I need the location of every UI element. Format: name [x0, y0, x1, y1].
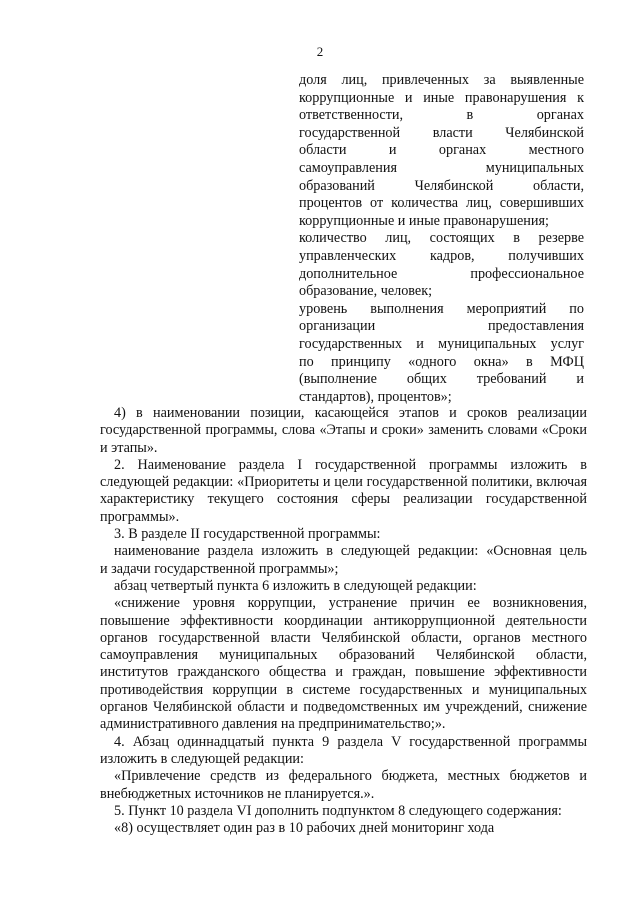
document-body	[100, 405, 587, 837]
paragraph-line: 4. Абзац одиннадцатый пункта 9 раздела V государственной программы	[114, 733, 587, 750]
indicator-line: коррупционные и иные правонарушения;	[299, 212, 549, 229]
paragraph-line: государственной программы, слова «Этапы и сроки» заменить словами «Сроки	[100, 422, 587, 439]
paragraph	[100, 820, 587, 837]
paragraph-line: «8) осуществляет один раз в 10 рабочих дней мониторинг хода	[114, 820, 495, 837]
paragraph-line: 5. Пункт 10 раздела VI дополнить подпунктом 8 следующего содержания:	[114, 802, 562, 819]
paragraph-line: 2. Наименование раздела I государственной программы изложить в	[114, 456, 587, 473]
paragraph-line: следующей редакции: «Приоритеты и цели государственной политики, включая	[100, 474, 587, 491]
paragraph-line: характеристику текущего состояния сферы реализации государственной	[100, 491, 587, 508]
indicator-line: образований Челябинской области,	[299, 177, 584, 194]
paragraph-line: противодействия коррупции в системе государственных и муниципальных	[100, 681, 587, 698]
paragraph-line: институтов гражданского общества и граждан, повышение эффективности	[100, 664, 587, 681]
paragraph	[100, 768, 587, 803]
paragraph	[100, 543, 587, 578]
paragraph-line: абзац четвертый пункта 6 изложить в следующей редакции:	[114, 577, 477, 594]
indicator-line: коррупционные и иные правонарушения к	[299, 89, 584, 106]
indicator-line: (выполнение общих требований и	[299, 371, 584, 388]
paragraph	[100, 595, 587, 733]
paragraph	[100, 526, 587, 543]
paragraph-line: программы».	[100, 508, 180, 525]
paragraph-line: 4) в наименовании позиции, касающейся этапов и сроков реализации	[114, 405, 587, 421]
paragraph-line: наименование раздела изложить в следующей редакции: «Основная цель	[114, 543, 587, 560]
indicator-line: доля лиц, привлеченных за выявленные	[299, 72, 584, 88]
indicator-line: образование, человек;	[299, 283, 433, 300]
paragraph-line: внебюджетных источников не планируется.».	[100, 785, 375, 802]
paragraph-line: органов Челябинской области и подведомственных им учреждений, снижение	[100, 699, 587, 716]
indicator-line: области и органах местного	[299, 142, 584, 159]
indicator-line: количество лиц, состоящих в резерве	[299, 230, 584, 247]
indicator-line: уровень выполнения мероприятий по	[299, 300, 584, 317]
paragraph	[100, 803, 587, 820]
paragraph-line: повышение эффективности координации антикоррупционной деятельности	[100, 612, 587, 629]
indicator-line: ответственности, в органах	[299, 107, 584, 124]
paragraph-line: изложить в следующей редакции:	[100, 750, 304, 767]
indicator-line: по принципу «одного окна» в МФЦ	[299, 353, 584, 370]
indicator-line: государственной власти Челябинской	[299, 124, 584, 141]
page-number: 2	[316, 44, 324, 59]
indicator-line: управленческих кадров, получивших	[299, 247, 584, 264]
paragraph-line: 3. В разделе II государственной программы:	[114, 526, 381, 543]
paragraph	[100, 405, 587, 457]
indicator-line: стандартов), процентов»;	[299, 388, 452, 405]
paragraph-line: органов государственной власти Челябинской области, органов местного	[100, 629, 587, 646]
paragraph-line: самоуправления муниципальных образований Челябинской области,	[100, 647, 587, 664]
indicator-line: государственных и муниципальных услуг	[299, 335, 584, 352]
paragraph-line: и задачи государственной программы»;	[100, 560, 339, 577]
indicator-line: самоуправления муниципальных	[299, 159, 584, 176]
paragraph	[100, 457, 587, 526]
paragraph	[100, 734, 587, 769]
paragraph-line: «Привлечение средств из федерального бюджета, местных бюджетов и	[114, 768, 587, 785]
indicator-line: процентов от количества лиц, совершивших	[299, 195, 584, 212]
indicator-line: организации предоставления	[299, 318, 584, 335]
indicator-line: дополнительное профессиональное	[299, 265, 584, 282]
indicator-list-block	[299, 72, 584, 406]
paragraph-line: и этапы».	[100, 439, 158, 456]
paragraph	[100, 578, 587, 595]
paragraph-line: «снижение уровня коррупции, устранение причин ее возникновения,	[114, 595, 587, 612]
paragraph-line: административного давления на предпринимательство;».	[100, 716, 446, 733]
